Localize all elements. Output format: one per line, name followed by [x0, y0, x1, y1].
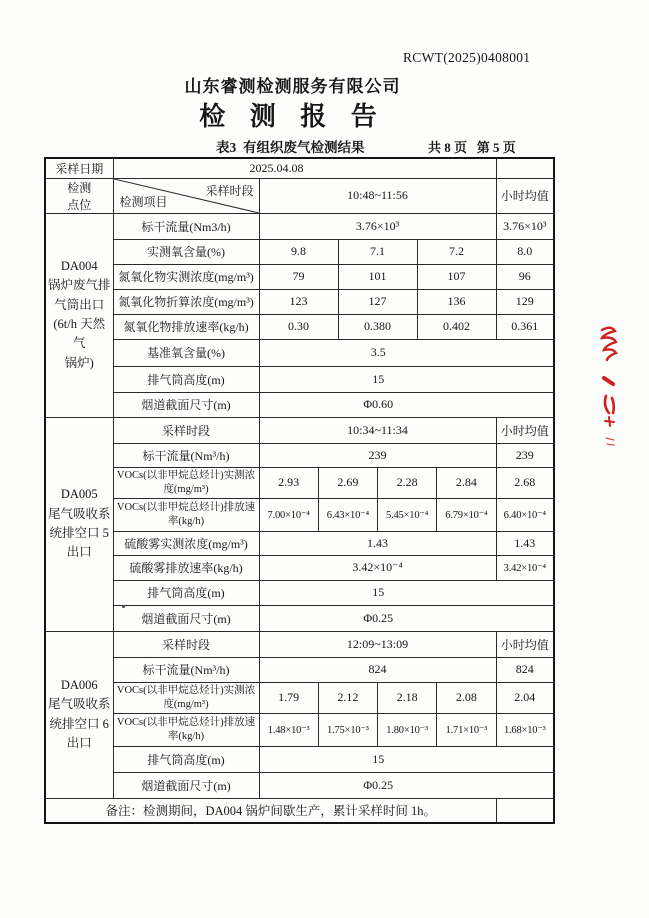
sample-value: 0.402	[417, 314, 496, 339]
merged-value: 239	[259, 443, 496, 467]
hourly-average-label: 小时均值	[496, 178, 554, 213]
table-row	[45, 631, 554, 657]
merged-value: 3.76×10³	[259, 213, 496, 239]
item-label: 标干流量(Nm3/h)	[113, 213, 259, 239]
sample-value: 2.28	[378, 467, 437, 498]
item-label: VOCs(以非甲烷总烃计)实测浓度(mg/m³)	[113, 467, 259, 498]
item-label: 氮氧化物实测浓度(mg/m³)	[113, 264, 259, 289]
sample-value: 2.08	[437, 682, 496, 713]
sample-value: 1.71×10⁻³	[437, 713, 496, 746]
item-label: VOCs(以非甲烷总烃计)实测浓度(mg/m³)	[113, 682, 259, 713]
table-row	[45, 289, 554, 314]
item-label: 排气筒高度(m)	[113, 746, 259, 772]
sample-value: 1.79	[259, 682, 318, 713]
merged-value: 3.5	[259, 339, 554, 366]
item-label: 氮氧化物排放速率(kg/h)	[113, 314, 259, 339]
report-title: 检 测 报 告	[199, 102, 386, 131]
table-row	[45, 605, 554, 631]
hourly-average-value: 3.76×10³	[496, 213, 554, 239]
sample-value: 2.93	[259, 467, 318, 498]
monitoring-point-da004: DA004 锅炉废气排 气筒出口 (6t/h 天然气 锅炉)	[45, 213, 113, 417]
sample-value: 6.79×10⁻⁴	[437, 498, 496, 531]
hourly-average-label: 小时均值	[496, 631, 554, 657]
monitoring-point-header: 检测 点位	[45, 178, 113, 213]
table-row	[45, 713, 554, 746]
table-row	[45, 339, 554, 366]
sample-value: 7.00×10⁻⁴	[259, 498, 318, 531]
table-row	[45, 158, 554, 178]
table-row	[45, 467, 554, 498]
item-label: VOCs(以非甲烷总烃计)排放速率(kg/h)	[113, 713, 259, 746]
hourly-average-value: 129	[496, 289, 554, 314]
remark: 备注：检测期间，DA004 锅炉间歇生产，累计采样时间 1h。	[45, 798, 496, 823]
table-row	[45, 314, 554, 339]
sampling-period-label: 采样时段	[113, 631, 259, 657]
table-row	[45, 213, 554, 239]
sample-value: 2.18	[378, 682, 437, 713]
item-label: 烟道截面尺寸(m)	[113, 605, 259, 631]
table-row	[45, 264, 554, 289]
hourly-average-value: 1.68×10⁻³	[496, 713, 554, 746]
item-header-label: 检测项目	[119, 194, 168, 209]
table-row	[45, 772, 554, 798]
item-label: 排气筒高度(m)	[113, 580, 259, 605]
table-row	[45, 798, 554, 823]
merged-value: 1.43	[259, 531, 496, 555]
sampling-date-label: 采样日期	[45, 158, 113, 178]
sample-value: 9.8	[259, 239, 338, 264]
sample-value: 101	[338, 264, 417, 289]
ink-speck	[122, 605, 125, 608]
sample-value: 7.2	[417, 239, 496, 264]
table-row	[45, 443, 554, 467]
hourly-average-value: 6.40×10⁻⁴	[496, 498, 554, 531]
table-row	[45, 392, 554, 417]
sample-value: 1.48×10⁻³	[259, 713, 318, 746]
merged-value: 15	[259, 580, 554, 605]
hourly-average-label: 小时均值	[496, 417, 554, 443]
table-row	[45, 746, 554, 772]
sample-value: 107	[417, 264, 496, 289]
item-label: 排气筒高度(m)	[113, 366, 259, 392]
item-label: 烟道截面尺寸(m)	[113, 772, 259, 798]
merged-value: 824	[259, 657, 496, 682]
sample-value: 1.80×10⁻³	[378, 713, 437, 746]
results-table	[44, 157, 555, 824]
sample-value: 5.45×10⁻⁴	[378, 498, 437, 531]
table-row	[45, 498, 554, 531]
sampling-period-value: 10:48~11:56	[259, 178, 496, 213]
merged-value: 15	[259, 366, 554, 392]
monitoring-point-da006: DA006 尾气吸收系 统排空口 6 出口	[45, 631, 113, 798]
report-number: RCWT(2025)0408001	[403, 50, 531, 65]
item-label: 实测氧含量(%)	[113, 239, 259, 264]
hourly-average-value: 1.43	[496, 531, 554, 555]
red-ink-marks	[597, 318, 621, 454]
sampling-date-value: 2025.04.08	[113, 158, 496, 178]
sampling-period-value: 10:34~11:34	[259, 417, 496, 443]
hourly-average-value: 96	[496, 264, 554, 289]
sample-value: 7.1	[338, 239, 417, 264]
merged-value: 3.42×10⁻⁴	[259, 555, 496, 580]
table-row	[45, 417, 554, 443]
item-label: 烟道截面尺寸(m)	[113, 392, 259, 417]
company-name: 山东睿测检测服务有限公司	[184, 77, 401, 96]
hourly-average-value: 3.42×10⁻⁴	[496, 555, 554, 580]
item-label: 氮氧化物折算浓度(mg/m³)	[113, 289, 259, 314]
merged-value: Φ0.25	[259, 772, 554, 798]
merged-value: Φ0.60	[259, 392, 554, 417]
item-label: VOCs(以非甲烷总烃计)排放速率(kg/h)	[113, 498, 259, 531]
sample-value: 6.43×10⁻⁴	[318, 498, 377, 531]
sample-value: 127	[338, 289, 417, 314]
table-row	[45, 178, 554, 213]
page-indicator: 共 8 页 第 5 页	[428, 140, 516, 155]
diagonal-header-cell	[113, 178, 259, 213]
hourly-average-value: 8.0	[496, 239, 554, 264]
monitoring-point-da005: DA005 尾气吸收系 统排空口 5 出口	[45, 417, 113, 631]
sample-value: 0.380	[338, 314, 417, 339]
table-row	[45, 580, 554, 605]
table-row	[45, 239, 554, 264]
sample-value: 2.12	[318, 682, 377, 713]
sample-value: 2.84	[437, 467, 496, 498]
sample-value: 136	[417, 289, 496, 314]
sampling-period-label: 采样时段	[113, 417, 259, 443]
item-label: 标干流量(Nm³/h)	[113, 443, 259, 467]
hourly-average-value: 0.361	[496, 314, 554, 339]
table-row	[45, 682, 554, 713]
table-row	[45, 531, 554, 555]
merged-value: Φ0.25	[259, 605, 554, 631]
hourly-average-value: 824	[496, 657, 554, 682]
hourly-average-value: 2.68	[496, 467, 554, 498]
item-label: 标干流量(Nm³/h)	[113, 657, 259, 682]
sampling-period-value: 12:09~13:09	[259, 631, 496, 657]
table-caption: 表3 有组织废气检测结果	[216, 140, 365, 155]
merged-value: 15	[259, 746, 554, 772]
item-label: 硫酸雾实测浓度(mg/m³)	[113, 531, 259, 555]
sample-value: 123	[259, 289, 338, 314]
sample-value: 1.75×10⁻³	[318, 713, 377, 746]
sample-value: 2.69	[318, 467, 377, 498]
item-label: 基准氧含量(%)	[113, 339, 259, 366]
item-label: 硫酸雾排放速率(kg/h)	[113, 555, 259, 580]
hourly-average-value: 239	[496, 443, 554, 467]
table-row	[45, 555, 554, 580]
hourly-average-value: 2.04	[496, 682, 554, 713]
table-row	[45, 657, 554, 682]
sample-value: 0.30	[259, 314, 338, 339]
sample-value: 79	[259, 264, 338, 289]
sampling-period-label: 采样时段	[205, 183, 254, 198]
table-row	[45, 366, 554, 392]
